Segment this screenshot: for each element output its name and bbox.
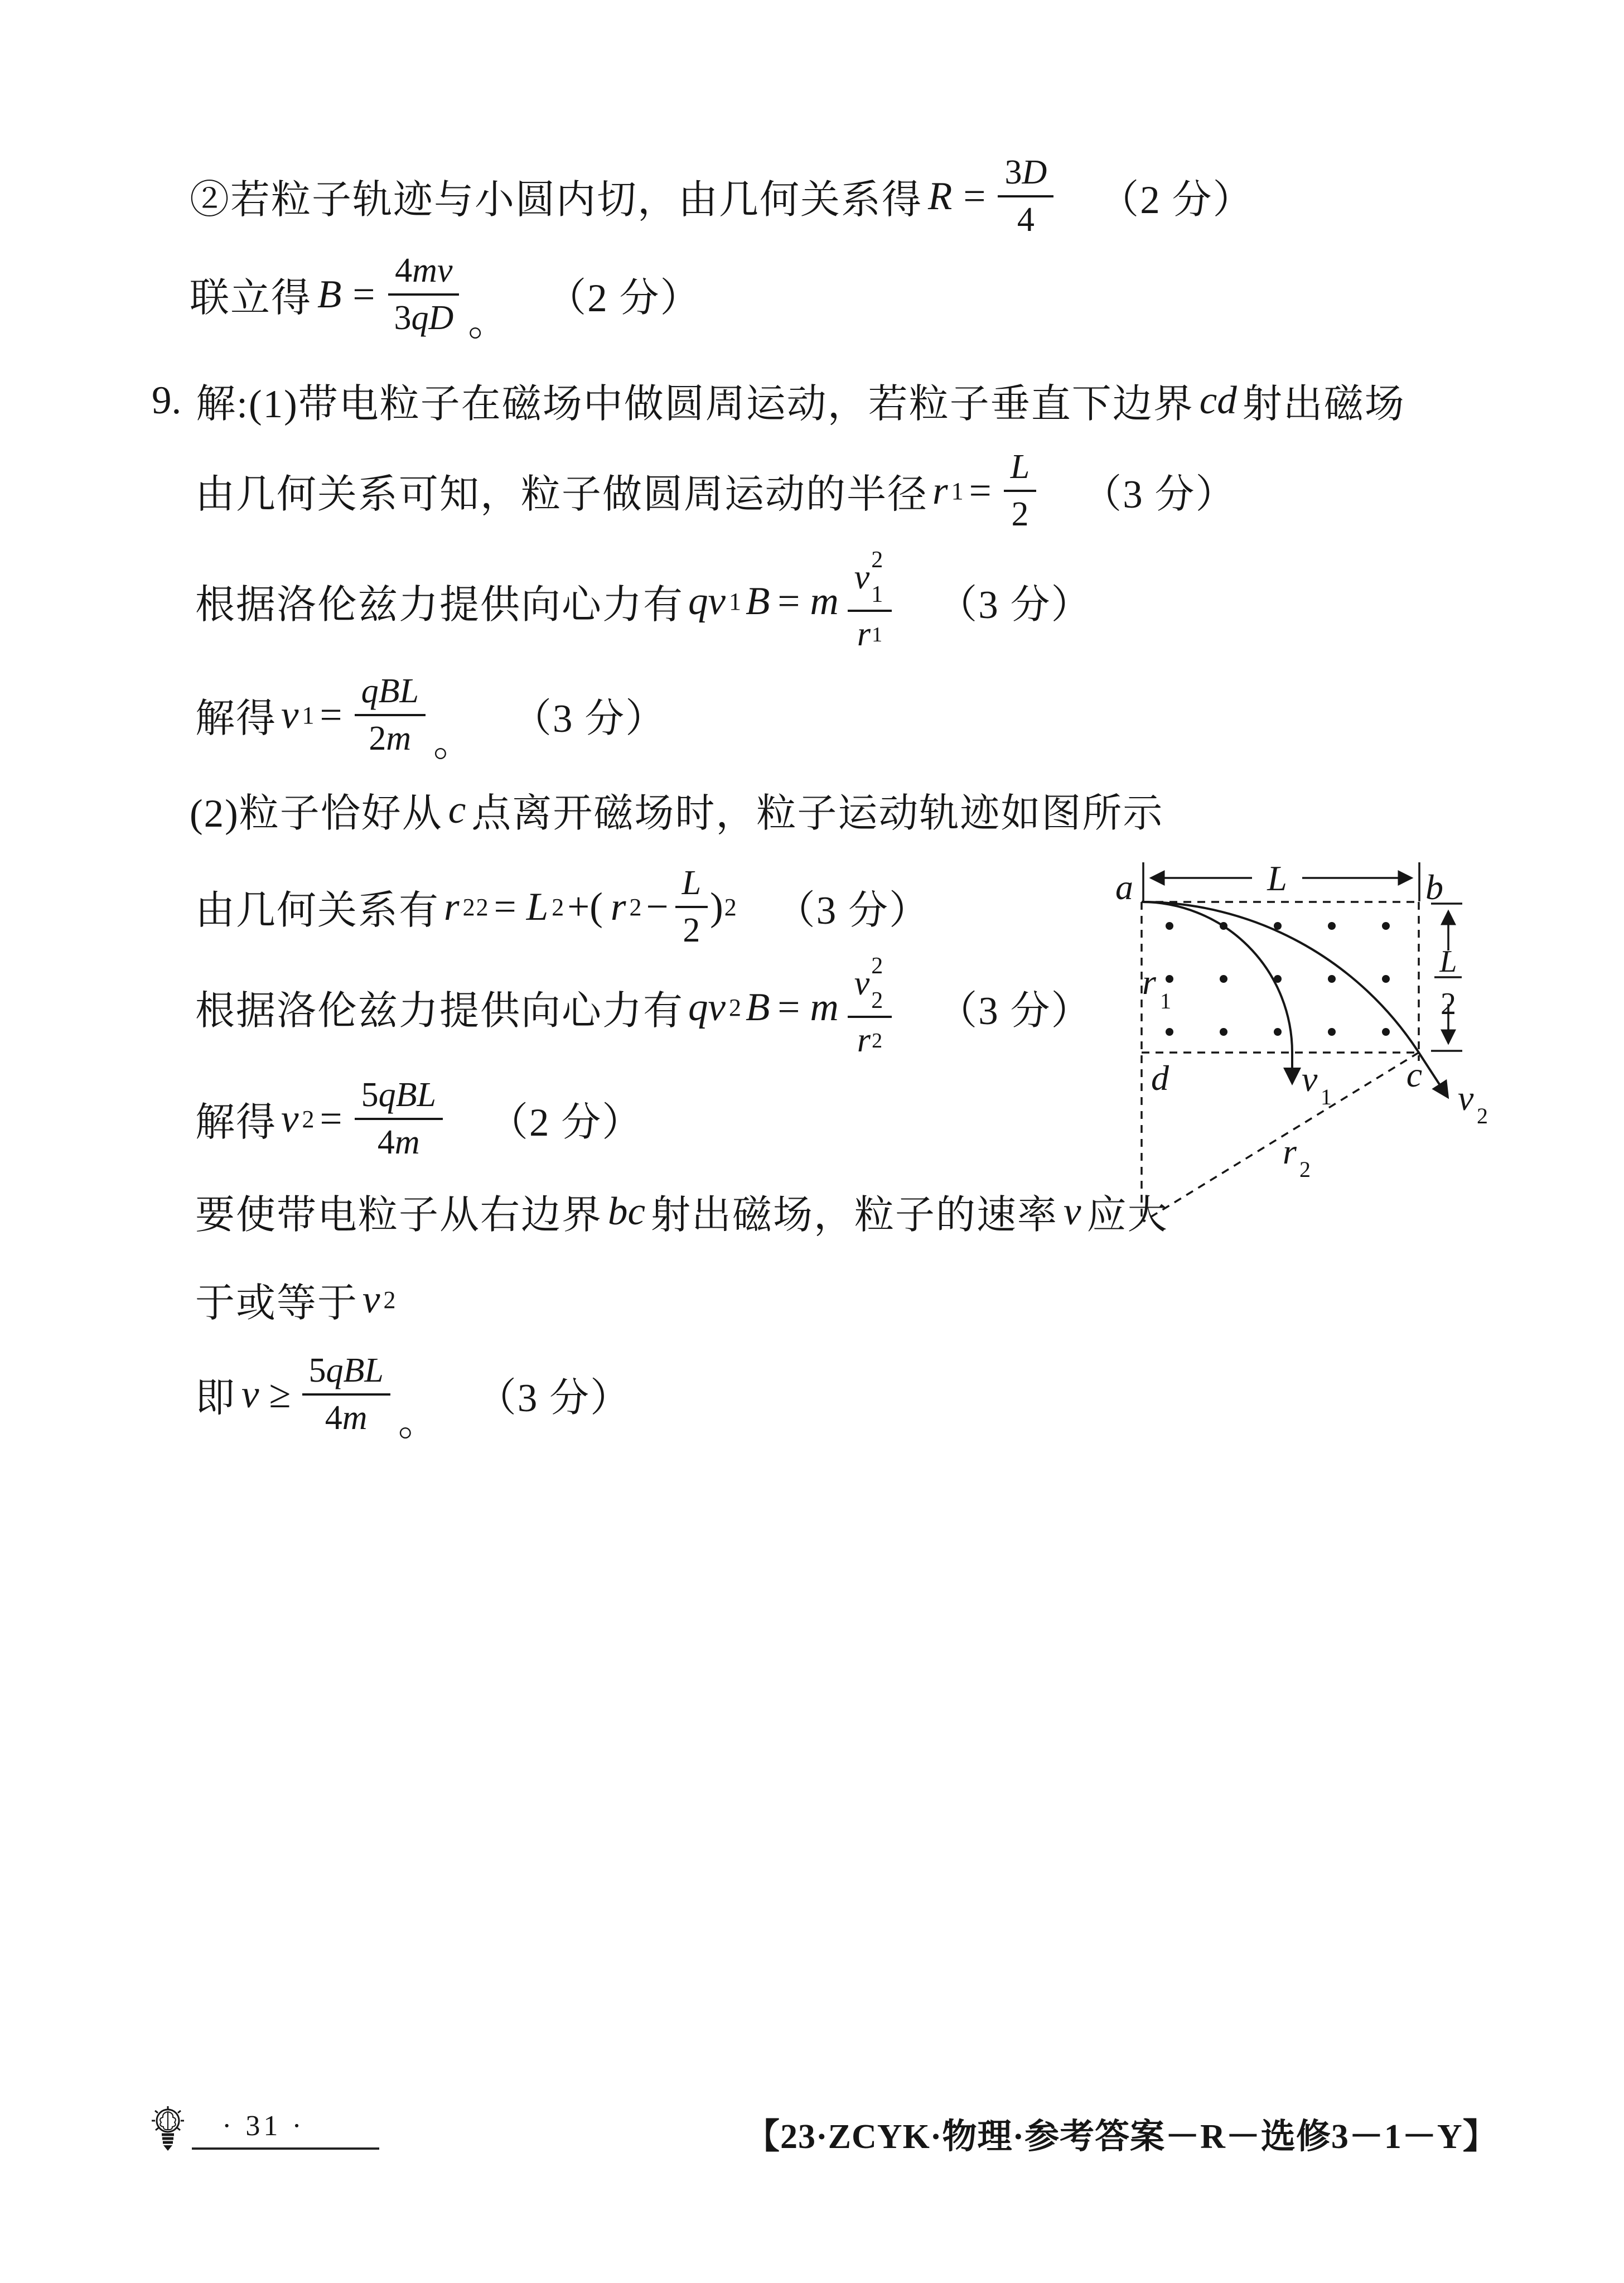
superscript: 2 (552, 893, 564, 921)
math-variable: qv (688, 579, 726, 623)
field-trajectory-diagram (1101, 836, 1531, 1265)
page-number: · 31 · (222, 2110, 305, 2142)
label-length-L: L (1267, 858, 1287, 898)
chinese-text: 应大 (1086, 1194, 1168, 1237)
math-variable: m (810, 579, 839, 623)
chinese-text: 点离开磁场时，粒子运动轨迹如图所示 (471, 792, 1164, 836)
trajectory-r2 (1142, 902, 1448, 1097)
math-variable: D (1022, 153, 1047, 191)
math-variable: L (682, 863, 702, 902)
fraction-denominator (1011, 197, 1041, 239)
chinese-text: 由几何关系有 (195, 889, 440, 933)
math-variable: qD (411, 299, 454, 337)
chinese-text: 要使带电粒子从右边界 (195, 1194, 603, 1237)
score-label: （3 分） (511, 697, 666, 741)
period: 。 (398, 1401, 438, 1444)
score-label: （2 分） (547, 277, 701, 320)
chinese-text: 射出磁场 (1242, 383, 1405, 426)
fraction (848, 954, 892, 1060)
math-variable: v (241, 1372, 259, 1416)
label-v2: v (1458, 1078, 1474, 1118)
number: 4 (325, 1399, 342, 1437)
subscript: 2 (462, 893, 475, 921)
score-label: （3 分） (775, 889, 930, 933)
math-variable: B (746, 985, 770, 1029)
number: 2 (683, 911, 700, 949)
superscript: 2 (871, 547, 883, 573)
label-r2: r (1283, 1132, 1297, 1171)
equals-sign: = (777, 579, 800, 623)
number: 4 (395, 251, 413, 289)
number: 5 (361, 1075, 379, 1114)
label-v2-sub: 2 (1477, 1103, 1488, 1128)
chinese-text: 解:(1)带电粒子在磁场中做圆周运动，若粒子垂直下边界 (196, 383, 1194, 426)
label-r1: r (1142, 962, 1156, 1002)
label-c: c (1406, 1055, 1423, 1094)
math-variable: B (746, 579, 770, 623)
math-variable: v (854, 558, 870, 596)
label-r1-sub: 1 (1160, 988, 1171, 1013)
equals-sign: = (352, 272, 375, 316)
math-variable: L (526, 885, 549, 929)
fraction (998, 153, 1053, 240)
solution-line-13 (195, 1328, 631, 1461)
number: 3 (394, 299, 412, 337)
math-variable: r (857, 615, 871, 654)
superscript: 2 (724, 893, 737, 921)
label-v1-sub: 1 (1321, 1084, 1332, 1109)
fraction-denominator (387, 296, 460, 337)
chinese-text: ②若粒子轨迹与小圆内切，由几何关系得 (190, 178, 923, 222)
subscript: 1 (729, 587, 742, 615)
math-variable: v (854, 964, 870, 1002)
fraction-numerator (355, 1076, 443, 1120)
fraction (675, 864, 708, 950)
math-variable: m (394, 1123, 420, 1161)
number: 4 (377, 1123, 395, 1161)
math-variable: bc (608, 1189, 646, 1233)
label-half-numerator: L (1439, 944, 1457, 979)
fraction-numerator (302, 1352, 390, 1396)
chinese-text: 即 (195, 1377, 236, 1420)
label-d: d (1151, 1058, 1169, 1098)
equals-sign: = (320, 1097, 342, 1141)
question-number: 9. (152, 378, 182, 422)
chinese-text: 射出磁场，粒子的速率 (651, 1194, 1058, 1237)
operator: +( (567, 885, 603, 929)
fraction-denominator (850, 1018, 889, 1060)
equals-sign: = (777, 985, 800, 1029)
math-variable: m (342, 1399, 368, 1437)
period: 。 (468, 301, 508, 344)
fraction-numerator (675, 864, 708, 908)
chinese-text: 根据洛伦兹力提供向心力有 (195, 583, 684, 627)
footer-imprint: 【23·ZCYK·物理·参考答案－R－选修3－1－Y】 (745, 2118, 1498, 2156)
subscript: 1 (872, 622, 883, 646)
radius-r2-line (1143, 1053, 1419, 1222)
chinese-text: 解得 (195, 697, 277, 741)
score-label: （3 分） (937, 990, 1092, 1033)
fraction-denominator (1004, 492, 1035, 534)
score-label: （2 分） (1099, 178, 1254, 222)
math-variable: v (281, 693, 299, 737)
fraction-denominator (850, 612, 889, 654)
score-label: （2 分） (488, 1101, 643, 1145)
label-r2-sub: 2 (1299, 1157, 1311, 1182)
math-variable: qBL (378, 1075, 436, 1114)
equals-sign: = (969, 469, 992, 513)
lightbulb-icon (148, 2105, 187, 2153)
subscript: 2 (729, 993, 742, 1021)
number: 2 (369, 720, 386, 757)
field-dots (1166, 922, 1390, 1036)
math-variable: qv (688, 985, 726, 1029)
math-variable: r (610, 885, 626, 929)
fraction-numerator (848, 954, 892, 1018)
math-variable: v (1064, 1189, 1081, 1233)
subscript: 2 (302, 1105, 315, 1133)
equals-sign: = (320, 693, 342, 737)
math-variable: qBL (326, 1351, 384, 1389)
label-half-denominator: 2 (1441, 987, 1456, 1021)
fraction (387, 252, 460, 338)
subscript: 1 (302, 701, 315, 729)
chinese-text: 于或等于 (195, 1282, 359, 1325)
math-variable: c (448, 788, 466, 832)
chinese-text: 联立得 (190, 277, 312, 320)
math-variable: B (317, 272, 342, 316)
math-variable: cd (1199, 378, 1237, 422)
number: 3 (1004, 153, 1022, 191)
subscript: 1 (951, 477, 964, 505)
operator: − (646, 885, 669, 929)
fraction-numerator (355, 672, 426, 716)
number: 4 (1017, 201, 1035, 239)
sub-sup-stack (871, 954, 883, 1012)
chinese-text: (2)粒子恰好从 (190, 792, 443, 836)
operator: ) (710, 885, 723, 929)
math-variable: r (857, 1021, 871, 1060)
math-variable: r (444, 885, 460, 929)
fraction-denominator (318, 1396, 374, 1437)
label-v1: v (1302, 1059, 1318, 1099)
label-a: a (1115, 867, 1133, 907)
fraction-numerator (1004, 448, 1036, 492)
subscript: 1 (871, 582, 883, 608)
number: 2 (1011, 495, 1029, 533)
math-variable: L (1010, 447, 1030, 486)
footer-rule (192, 2147, 379, 2150)
chinese-text: 根据洛伦兹力提供向心力有 (195, 990, 684, 1033)
math-variable: R (928, 174, 953, 218)
chinese-text: 由几何关系可知，粒子做圆周运动的半径 (195, 473, 929, 517)
fraction (302, 1352, 390, 1438)
math-variable: mv (412, 251, 453, 289)
equals-sign: = (963, 174, 986, 218)
fraction (1004, 448, 1036, 534)
score-label: （3 分） (1082, 473, 1236, 517)
math-variable: v (281, 1097, 299, 1141)
superscript: 2 (476, 893, 489, 921)
subscript: 2 (872, 1029, 883, 1053)
score-label: （3 分） (937, 583, 1092, 627)
period: 。 (433, 721, 473, 765)
fraction-numerator (388, 252, 459, 296)
score-label: （3 分） (476, 1377, 631, 1420)
math-variable: v (362, 1277, 380, 1321)
fraction-numerator (998, 153, 1053, 197)
subscript: 2 (383, 1286, 396, 1314)
math-variable: m (386, 720, 412, 757)
subscript: 2 (629, 893, 642, 921)
math-variable: m (810, 985, 839, 1029)
math-variable: r (932, 469, 948, 513)
equals-sign: = (494, 885, 516, 929)
greater-equal-sign: ≥ (269, 1372, 291, 1416)
superscript: 2 (871, 953, 883, 979)
sub-sup-stack (871, 548, 883, 606)
chinese-text: 解得 (195, 1101, 277, 1145)
label-b: b (1425, 867, 1443, 907)
subscript: 2 (871, 988, 883, 1014)
fraction-numerator (848, 548, 892, 612)
math-variable: qBL (361, 672, 419, 710)
fraction (848, 548, 892, 654)
number: 5 (308, 1351, 326, 1389)
